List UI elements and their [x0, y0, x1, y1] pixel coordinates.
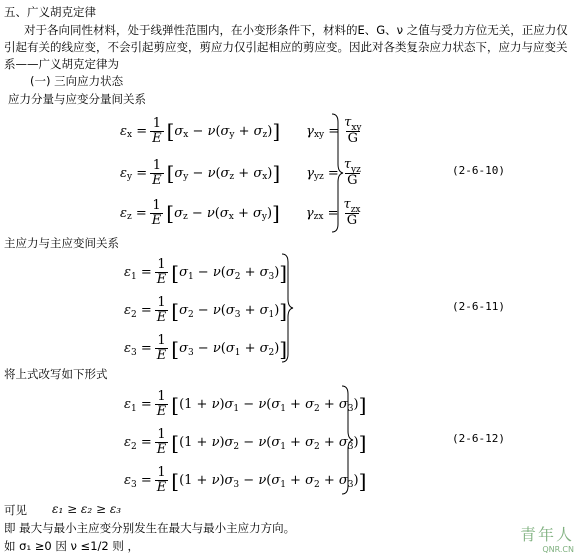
kejian-formula: ε₁ ≥ ε₂ ≥ ε₃: [52, 502, 122, 516]
watermark-logo: [520, 522, 574, 554]
equation-epsilon-2: ε 2 = $\frac{1}{E}$ [ σ 2 − ν ( σ 3 + σ 1 ) ]: [124, 295, 288, 325]
kejian-label: 可见: [4, 503, 27, 517]
equation-epsilon-x: ε x = $\frac{1}{E}$ [ σ x − ν ( σ y + σ z ) ] γ xy = $\frac{\tau_{xy}}{G}$: [120, 115, 362, 146]
label-rewrite: 将上式改写如下形式: [4, 367, 108, 381]
equation-number-3: (2-6-12): [452, 432, 505, 445]
equation-epsilon-3: ε 3 = $\frac{1}{E}$ [ σ 3 − ν ( σ 1 + σ 2 ) ]: [124, 333, 288, 363]
intro-line-1: 对于各向同性材料，处于线弹性范围内，在小变形条件下，材料的E、G、ν 之值与受力方位无关，正应力仅: [24, 23, 568, 37]
equation-epsilon-y: ε y = $\frac{1}{E}$ [ σ y − ν ( σ z + σ x ) ] γ yz = $\frac{\tau_{yz}}{G}$: [120, 157, 361, 188]
last-line: 如 σ₁ ≥0 因 ν ≤1/2 则 ，: [4, 539, 140, 553]
equation-epsilon-z: ε z = $\frac{1}{E}$ [ σ z − ν ( σ x + σ y ) ] γ zx = $\frac{\tau_{zx}}{G}$: [120, 197, 361, 228]
brace-group-1: [330, 112, 344, 234]
intro-line-2: 引起有关的线应变，不会引起剪应变，剪应力仅引起相应的剪应变。因此对各类复杂应力状态下，应力与应变关: [4, 40, 568, 54]
equation-epsilon-3-rewritten: ε 3 = $\frac{1}{E}$ [ (1 + ν ) σ 3 − ν ( σ 1 + σ 2 + σ 3 ) ]: [124, 465, 367, 495]
equation-epsilon-1-rewritten: ε 1 = $\frac{1}{E}$ [ (1 + ν ) σ 1 − ν ( σ 1 + σ 2 + σ 3 ) ]: [124, 389, 367, 419]
brace-group-2: [280, 252, 294, 364]
equation-epsilon-2-rewritten: ε 2 = $\frac{1}{E}$ [ (1 + ν ) σ 2 − ν ( σ 1 + σ 2 + σ 3 ) ]: [124, 427, 367, 457]
subsection-title: (一) 三向应力状态: [30, 74, 124, 88]
equation-epsilon-1: ε 1 = $\frac{1}{E}$ [ σ 1 − ν ( σ 2 + σ 3 ) ]: [124, 257, 288, 287]
intro-line-3: 系——广义胡克定律为: [4, 57, 119, 71]
label-stress-strain-components: 应力分量与应变分量间关系: [8, 92, 146, 106]
watermark-text: 青年人: [519, 525, 574, 544]
watermark-domain: QNR.CN: [542, 545, 574, 554]
ji-line: 即 最大与最小主应变分别发生在最大与最小主应力方向。: [4, 521, 296, 535]
label-principal-stress-strain: 主应力与主应变间关系: [4, 236, 119, 250]
section-title: 五、广义胡克定律: [4, 5, 96, 19]
equation-number-2: (2-6-11): [452, 300, 505, 313]
equation-number-1: (2-6-10): [452, 164, 505, 177]
brace-group-3: [340, 384, 354, 496]
